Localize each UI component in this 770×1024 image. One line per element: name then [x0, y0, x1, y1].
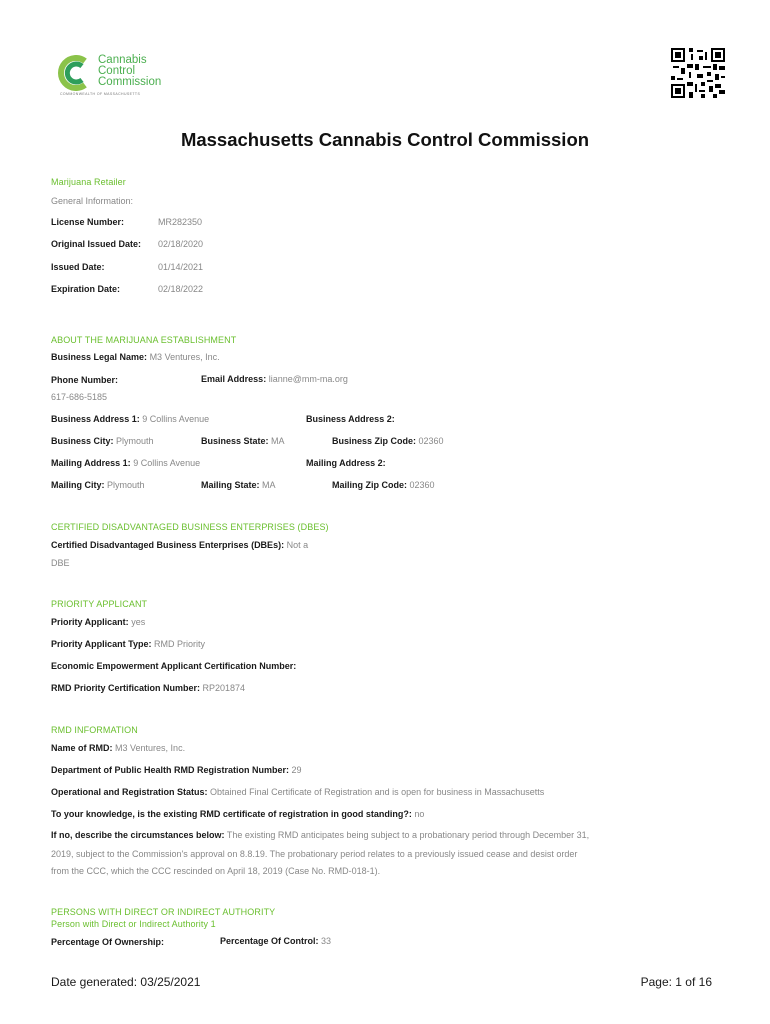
- original-issued-date-value: 02/18/2020: [158, 239, 204, 249]
- mailing-zip-value: 02360: [409, 480, 435, 490]
- expiration-date-value: 02/18/2022: [158, 284, 204, 294]
- rmd-cert-value: RP201874: [202, 683, 246, 693]
- rmd-name-row: [51, 739, 185, 757]
- dbe-row: [51, 536, 308, 554]
- legal-name-label: Business Legal Name:: [51, 352, 148, 362]
- email-label: Email Address:: [201, 374, 267, 384]
- business-state-row: [201, 432, 285, 450]
- priority-applicant-value: yes: [131, 617, 146, 627]
- logo-tagline: COMMONWEALTH OF MASSACHUSETTS: [60, 92, 141, 96]
- section-heading-dbe: CERTIFIED DISADVANTAGED BUSINESS ENTERPRISES (DBES): [51, 522, 329, 532]
- mailing-state-label: Mailing State:: [201, 480, 260, 490]
- logo-line2: Control: [98, 65, 136, 77]
- date-generated: Date generated: 03/25/2021: [51, 975, 201, 989]
- rmd-cert-row: [51, 679, 245, 697]
- control-label: Percentage Of Control:: [220, 936, 319, 946]
- logo-line1: Cannabis: [98, 54, 147, 66]
- rmd-name-value: M3 Ventures, Inc.: [115, 743, 186, 753]
- original-issued-date-label: Original Issued Date:: [51, 239, 142, 249]
- business-city-value: Plymouth: [116, 436, 154, 446]
- standing-row: [51, 805, 424, 823]
- mailing-city-label: Mailing City:: [51, 480, 105, 490]
- circumstances-label: If no, describe the circumstances below:: [51, 830, 225, 840]
- business-zip-value: 02360: [418, 436, 444, 446]
- business-state-value: MA: [271, 436, 285, 446]
- priority-type-label: Priority Applicant Type:: [51, 639, 152, 649]
- business-zip-row: [332, 432, 444, 450]
- ccc-logo-icon: [55, 55, 97, 91]
- priority-type-row: [51, 635, 205, 653]
- mailing-city-row: [51, 476, 145, 494]
- logo-wordmark: [98, 55, 161, 88]
- issued-date-label: Issued Date:: [51, 262, 105, 272]
- standing-label: To your knowledge, is the existing RMD certificate of registration in good standing?:: [51, 809, 412, 819]
- control-row: [220, 932, 331, 950]
- priority-type-value: RMD Priority: [154, 639, 206, 649]
- mailing-address1-label: Mailing Address 1:: [51, 458, 131, 468]
- dph-row: [51, 761, 302, 779]
- circumstances-line3: from the CCC, which the CCC rescinded on April 18, 2019 (Case No. RMD-018-1).: [51, 866, 381, 876]
- circumstances-row: [51, 826, 589, 844]
- circumstances-line1: The existing RMD anticipates being subject to a probationary period through December 31,: [226, 830, 590, 840]
- business-state-label: Business State:: [201, 436, 269, 446]
- section-heading-priority: PRIORITY APPLICANT: [51, 599, 148, 609]
- mailing-address2-label: Mailing Address 2:: [306, 458, 386, 468]
- dbe-value-line1: Not a: [286, 540, 309, 550]
- page-number: Page: 1 of 16: [640, 975, 712, 989]
- eea-row: [51, 657, 296, 675]
- dbe-value-line2: DBE: [51, 558, 70, 568]
- business-address1-label: Business Address 1:: [51, 414, 140, 424]
- license-number-label: License Number:: [51, 217, 125, 227]
- section-heading-rmd: RMD INFORMATION: [51, 725, 138, 735]
- section-heading-establishment: ABOUT THE MARIJUANA ESTABLISHMENT: [51, 335, 237, 345]
- legal-name-row: [51, 348, 220, 366]
- ownership-label: Percentage Of Ownership:: [51, 937, 165, 947]
- priority-applicant-label: Priority Applicant:: [51, 617, 129, 627]
- business-address2-row: [306, 410, 395, 428]
- circumstances-line2: 2019, subject to the Commission's approval on 8.8.19. The probationary period relates to a previously issued cease and desist order: [51, 849, 578, 859]
- eea-label: Economic Empowerment Applicant Certification Number:: [51, 661, 297, 671]
- phone-value: 617-686-5185: [51, 392, 108, 402]
- rmd-cert-label: RMD Priority Certification Number:: [51, 683, 201, 693]
- email-row: [201, 370, 348, 388]
- person-heading: Person with Direct or Indirect Authority 1: [51, 919, 216, 929]
- business-address2-label: Business Address 2:: [306, 414, 395, 424]
- business-city-label: Business City:: [51, 436, 114, 446]
- dph-label: Department of Public Health RMD Registration Number:: [51, 765, 290, 775]
- general-info-subtitle: General Information:: [51, 196, 134, 206]
- logo-line3: Commission: [98, 76, 162, 88]
- business-address1-value: 9 Collins Avenue: [142, 414, 210, 424]
- mailing-address1-row: [51, 454, 200, 472]
- mailing-state-value: MA: [262, 480, 276, 490]
- page-title: Massachusetts Cannabis Control Commission: [180, 129, 590, 150]
- ccc-logo: [55, 55, 185, 100]
- status-value: Obtained Final Certificate of Registration and is open for business in Massachusetts: [210, 787, 545, 797]
- mailing-zip-row: [332, 476, 435, 494]
- email-value: lianne@mm-ma.org: [268, 374, 348, 384]
- issued-date-value: 01/14/2021: [158, 262, 204, 272]
- mailing-city-value: Plymouth: [107, 480, 145, 490]
- mailing-zip-label: Mailing Zip Code:: [332, 480, 407, 490]
- business-zip-label: Business Zip Code:: [332, 436, 417, 446]
- standing-value: no: [414, 809, 425, 819]
- legal-name-value: M3 Ventures, Inc.: [149, 352, 220, 362]
- mailing-state-row: [201, 476, 276, 494]
- dbe-label: Certified Disadvantaged Business Enterprises (DBEs):: [51, 540, 285, 550]
- business-city-row: [51, 432, 154, 450]
- control-value: 33: [321, 936, 332, 946]
- status-row: [51, 783, 544, 801]
- section-heading-retailer: Marijuana Retailer: [51, 177, 126, 187]
- rmd-name-label: Name of RMD:: [51, 743, 113, 753]
- license-number-value: MR282350: [158, 217, 203, 227]
- status-label: Operational and Registration Status:: [51, 787, 208, 797]
- priority-applicant-row: [51, 613, 145, 631]
- section-heading-authority: PERSONS WITH DIRECT OR INDIRECT AUTHORITY: [51, 907, 276, 917]
- phone-label: Phone Number:: [51, 375, 119, 385]
- mailing-address2-row: [306, 454, 386, 472]
- qr-code-icon: [671, 48, 725, 98]
- dph-value: 29: [291, 765, 302, 775]
- business-address1-row: [51, 410, 209, 428]
- expiration-date-label: Expiration Date:: [51, 284, 121, 294]
- mailing-address1-value: 9 Collins Avenue: [133, 458, 201, 468]
